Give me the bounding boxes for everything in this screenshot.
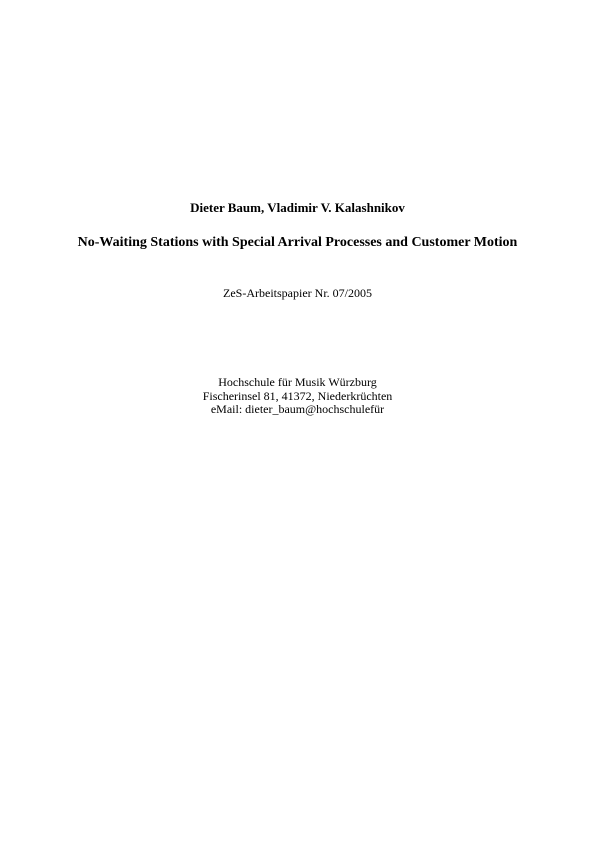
paper-title: No-Waiting Stations with Special Arrival Processes and Customer Motion [77,235,518,250]
affiliation-block [0,376,595,417]
contact-email: eMail: dieter_baum@hochschulefür [210,402,385,416]
paper-authors: Dieter Baum, Vladimir V. Kalashnikov [190,200,405,215]
institution-name: Hochschule für Musik Würzburg [218,375,377,389]
working-paper-series: ZeS-Arbeitspapier Nr. 07/2005 [223,286,372,300]
postal-address: Fischerinsel 81, 41372, Niederkrüchten [202,388,393,403]
